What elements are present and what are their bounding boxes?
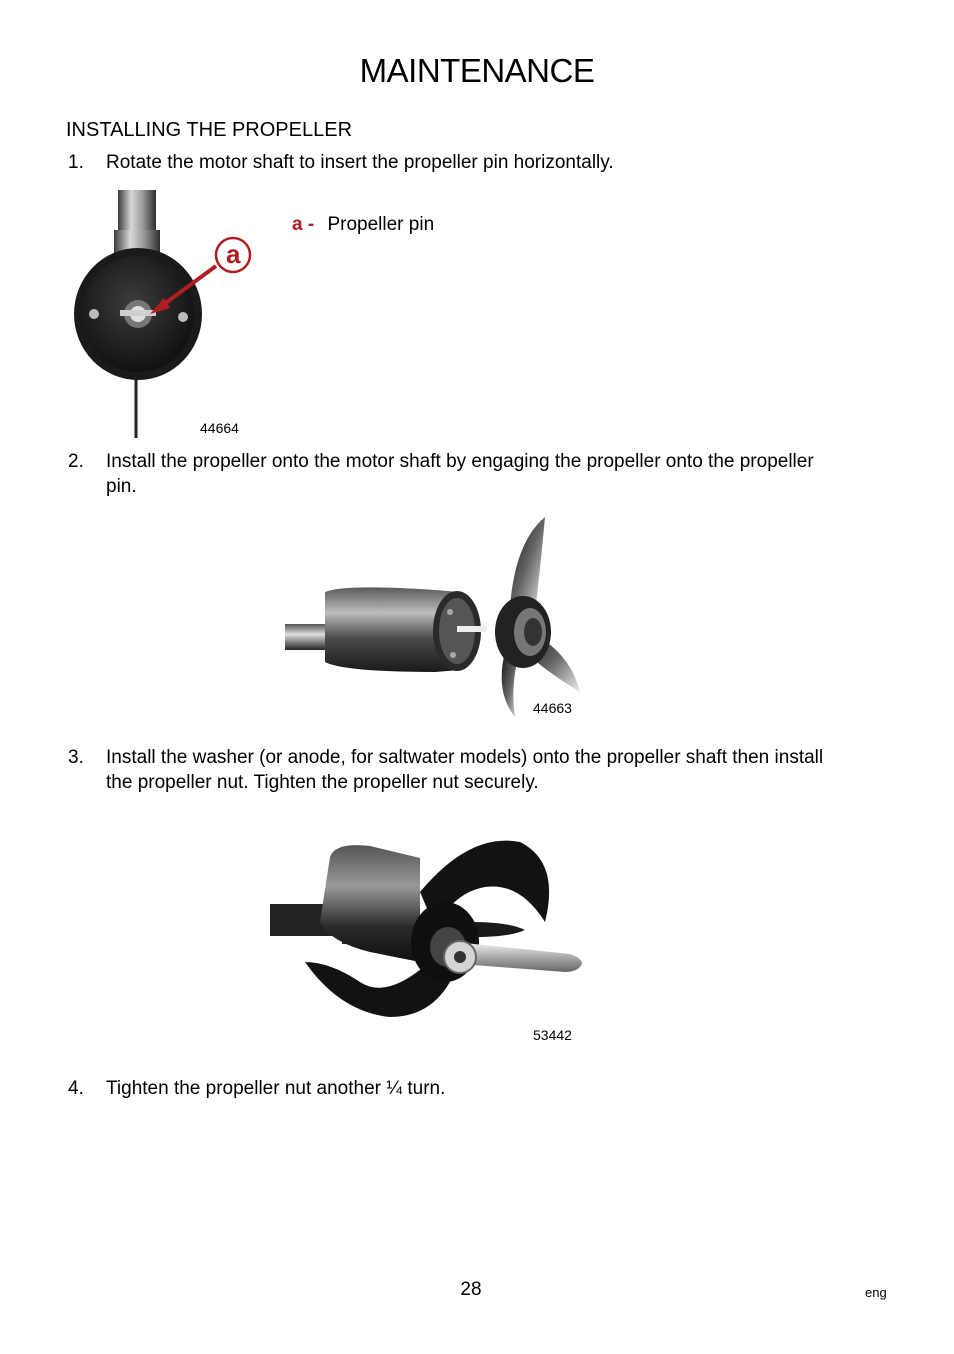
- step-number: 3.: [68, 747, 84, 768]
- figure-propeller-nut: [270, 812, 596, 1052]
- step-number: 4.: [68, 1078, 84, 1099]
- motor-end-illustration: [70, 190, 260, 440]
- callout-marker: a: [226, 239, 241, 269]
- step-text: Tighten the propeller nut another ¼ turn.: [106, 1078, 446, 1099]
- step-text: Install the propeller onto the motor shaft by engaging the propeller onto the propeller pin.: [106, 451, 814, 497]
- step-number: 2.: [68, 451, 84, 472]
- figure-propeller-pin: [70, 190, 260, 440]
- propeller-nut-illustration: [270, 812, 596, 1052]
- step-number: 1.: [68, 152, 84, 173]
- propeller-engage-illustration: [285, 512, 585, 722]
- callout-legend: [292, 214, 434, 236]
- figure-number: 44664: [200, 420, 239, 436]
- callout-letter: a: [292, 214, 303, 235]
- step-text: Install the washer (or anode, for saltwater models) onto the propeller shaft then install the propeller nut. Tighten the propeller nut securely.: [106, 747, 824, 793]
- step-text: Rotate the motor shaft to insert the propeller pin horizontally.: [106, 152, 614, 173]
- figure-number: 53442: [533, 1027, 572, 1043]
- page-number: 28: [460, 1279, 482, 1300]
- figure-number: 44663: [533, 700, 572, 716]
- figure-propeller-engage: [285, 512, 585, 722]
- section-heading: INSTALLING THE PROPELLER: [66, 119, 353, 141]
- callout-separator: -: [302, 214, 320, 235]
- page-title: MAINTENANCE: [359, 52, 595, 89]
- callout-label: Propeller pin: [327, 214, 435, 235]
- language-code: eng: [865, 1285, 887, 1300]
